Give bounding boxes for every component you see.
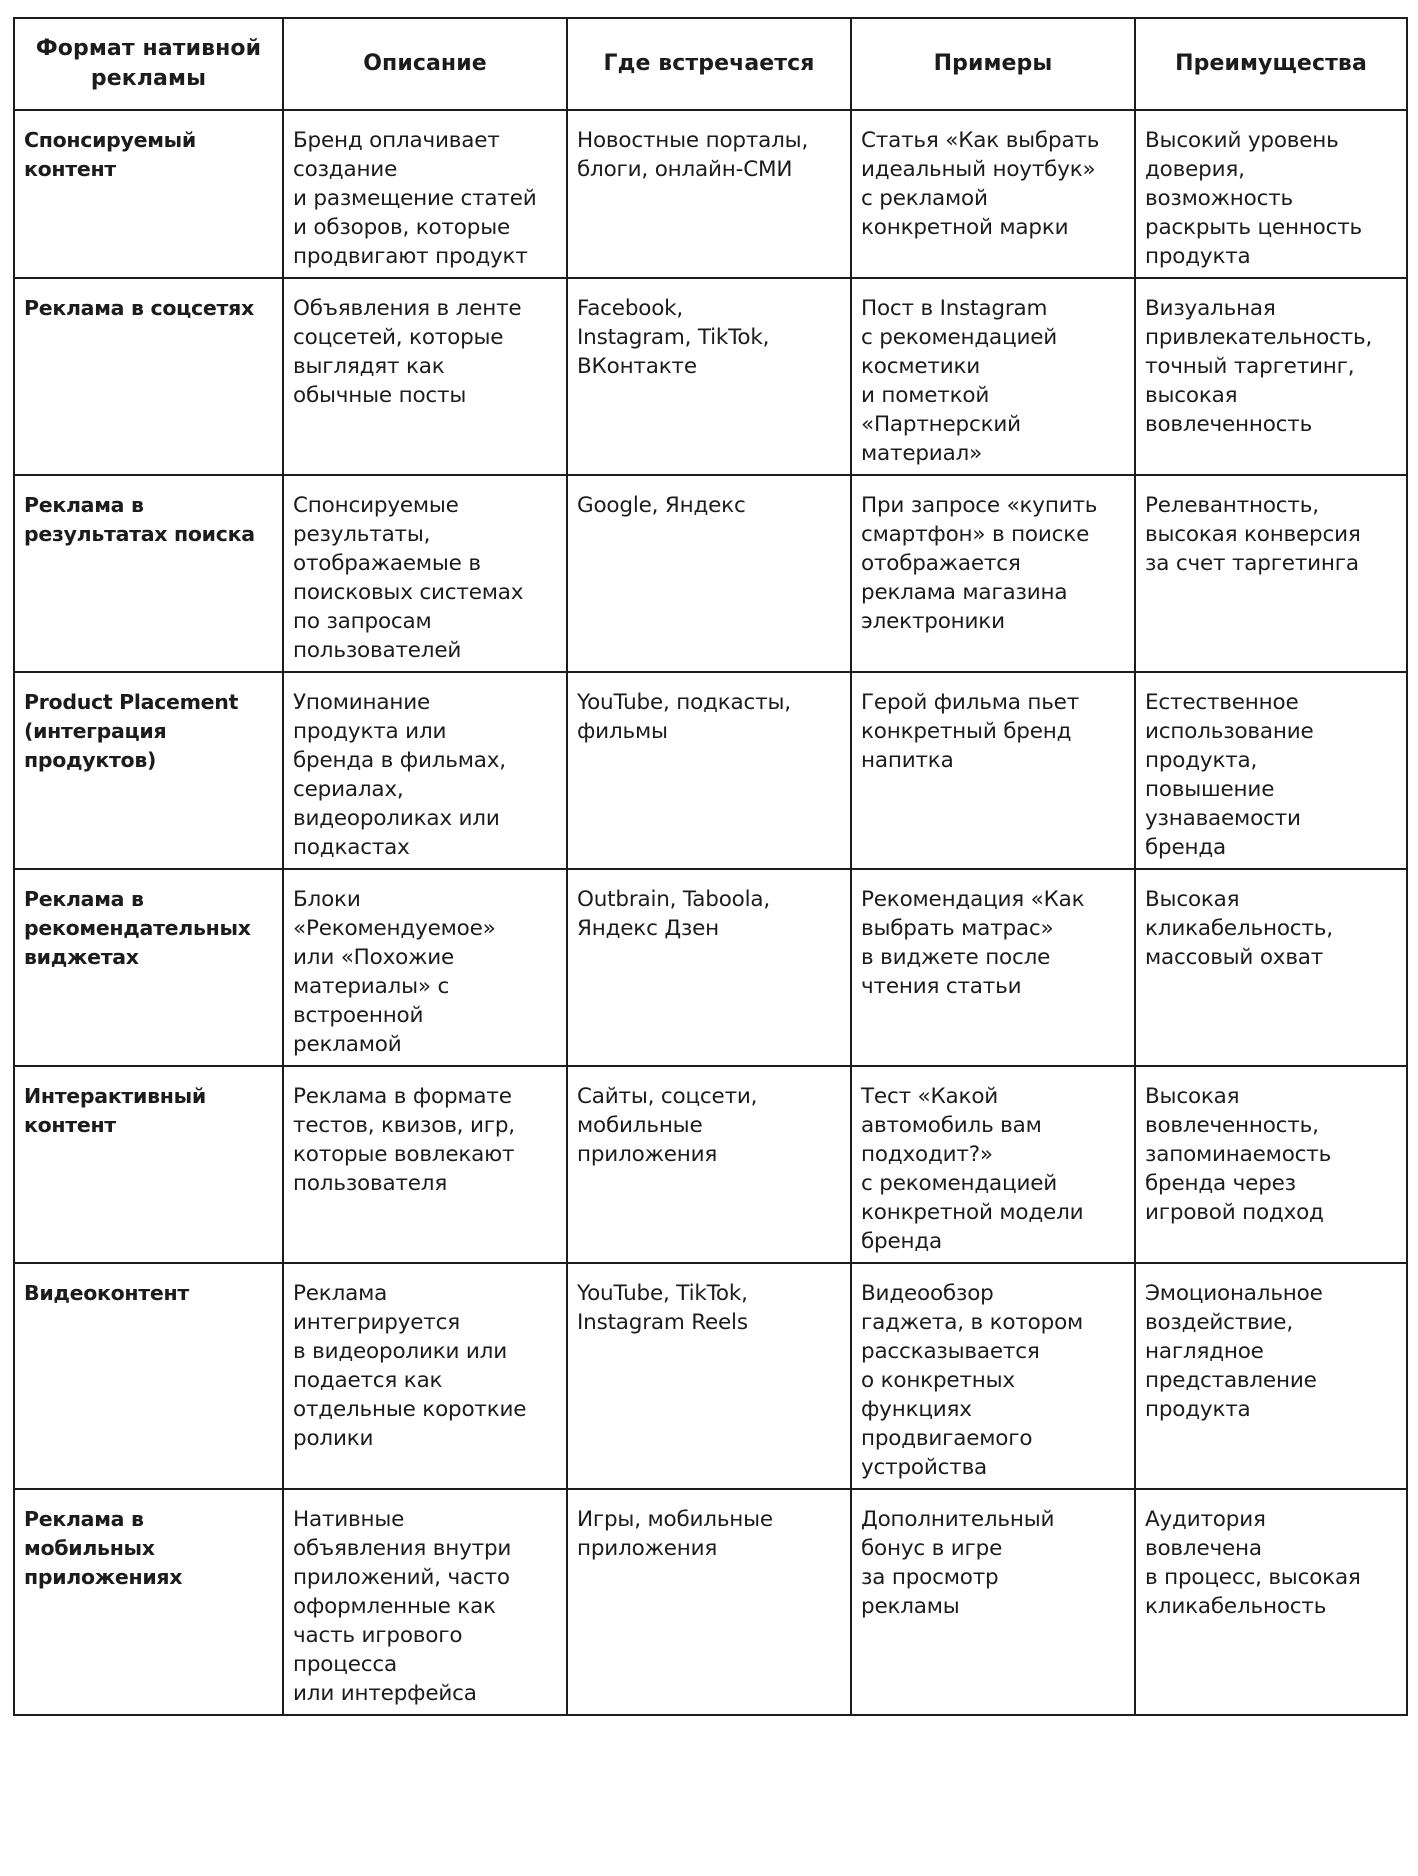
cell-advantages: Высокий уровень доверия, возможность раскрыть ценность продукта [1135,110,1407,278]
cell-advantages: Аудитория вовлечена в процесс, высокая кликабельность [1135,1489,1407,1715]
cell-advantages: Визуальная привлекательность, точный таргетинг, высокая вовлеченность [1135,278,1407,475]
cell-description: Реклама интегрируется в видеоролики или подается как отдельные короткие ролики [283,1263,567,1489]
header-advantages: Преимущества [1135,18,1407,110]
cell-examples: При запросе «купить смартфон» в поиске отображается реклама магазина электроники [851,475,1135,672]
cell-where: YouTube, TikTok, Instagram Reels [567,1263,851,1489]
header-where: Где встречается [567,18,851,110]
cell-examples: Тест «Какой автомобиль вам подходит?» с рекомендацией конкретной модели бренда [851,1066,1135,1263]
table-header [14,18,1407,110]
cell-description: Объявления в ленте соцсетей, которые выглядят как обычные посты [283,278,567,475]
header-format: Формат нативной рекламы [14,18,283,110]
cell-description: Бренд оплачивает создание и размещение статей и обзоров, которые продвигают продукт [283,110,567,278]
cell-advantages: Высокая вовлеченность, запоминаемость бренда через игровой подход [1135,1066,1407,1263]
cell-where: YouTube, подкасты, фильмы [567,672,851,869]
header-description: Описание [283,18,567,110]
table-row [14,869,1407,1066]
cell-advantages: Высокая кликабельность, массовый охват [1135,869,1407,1066]
cell-description: Упоминание продукта или бренда в фильмах, сериалах, видеороликах или подкастах [283,672,567,869]
cell-format: Реклама в рекомендательных виджетах [14,869,283,1066]
table-row [14,672,1407,869]
native-ads-table-document [13,17,1406,1716]
table-row [14,475,1407,672]
cell-where: Игры, мобильные приложения [567,1489,851,1715]
cell-examples: Пост в Instagram с рекомендацией косметики и пометкой «Партнерский материал» [851,278,1135,475]
table-body [14,110,1407,1715]
cell-description: Реклама в формате тестов, квизов, игр, которые вовлекают пользователя [283,1066,567,1263]
cell-format: Product Placement (интеграция продуктов) [14,672,283,869]
table-row [14,1489,1407,1715]
cell-format: Реклама в соцсетях [14,278,283,475]
cell-advantages: Естественное использование продукта, повышение узнаваемости бренда [1135,672,1407,869]
cell-format: Спонсируемый контент [14,110,283,278]
cell-examples: Дополнительный бонус в игре за просмотр рекламы [851,1489,1135,1715]
cell-where: Facebook, Instagram, TikTok, ВКонтакте [567,278,851,475]
cell-format: Видеоконтент [14,1263,283,1489]
cell-where: Новостные порталы, блоги, онлайн-СМИ [567,110,851,278]
cell-examples: Видеообзор гаджета, в котором рассказывается о конкретных функциях продвигаемого устройства [851,1263,1135,1489]
cell-format: Реклама в результатах поиска [14,475,283,672]
cell-where: Google, Яндекс [567,475,851,672]
cell-description: Нативные объявления внутри приложений, часто оформленные как часть игрового процесса или интерфейса [283,1489,567,1715]
cell-advantages: Релевантность, высокая конверсия за счет таргетинга [1135,475,1407,672]
table-row [14,1066,1407,1263]
header-examples: Примеры [851,18,1135,110]
cell-description: Спонсируемые результаты, отображаемые в поисковых системах по запросам пользователей [283,475,567,672]
table-row [14,110,1407,278]
cell-examples: Статья «Как выбрать идеальный ноутбук» с рекламой конкретной марки [851,110,1135,278]
cell-description: Блоки «Рекомендуемое» или «Похожие материалы» с встроенной рекламой [283,869,567,1066]
table-row [14,1263,1407,1489]
cell-advantages: Эмоциональное воздействие, наглядное представление продукта [1135,1263,1407,1489]
cell-format: Интерактивный контент [14,1066,283,1263]
table-row [14,278,1407,475]
cell-examples: Рекомендация «Как выбрать матрас» в виджете после чтения статьи [851,869,1135,1066]
cell-where: Outbrain, Taboola, Яндекс Дзен [567,869,851,1066]
cell-where: Сайты, соцсети, мобильные приложения [567,1066,851,1263]
header-row [14,18,1407,110]
native-ads-table [13,17,1408,1716]
cell-format: Реклама в мобильных приложениях [14,1489,283,1715]
cell-examples: Герой фильма пьет конкретный бренд напитка [851,672,1135,869]
